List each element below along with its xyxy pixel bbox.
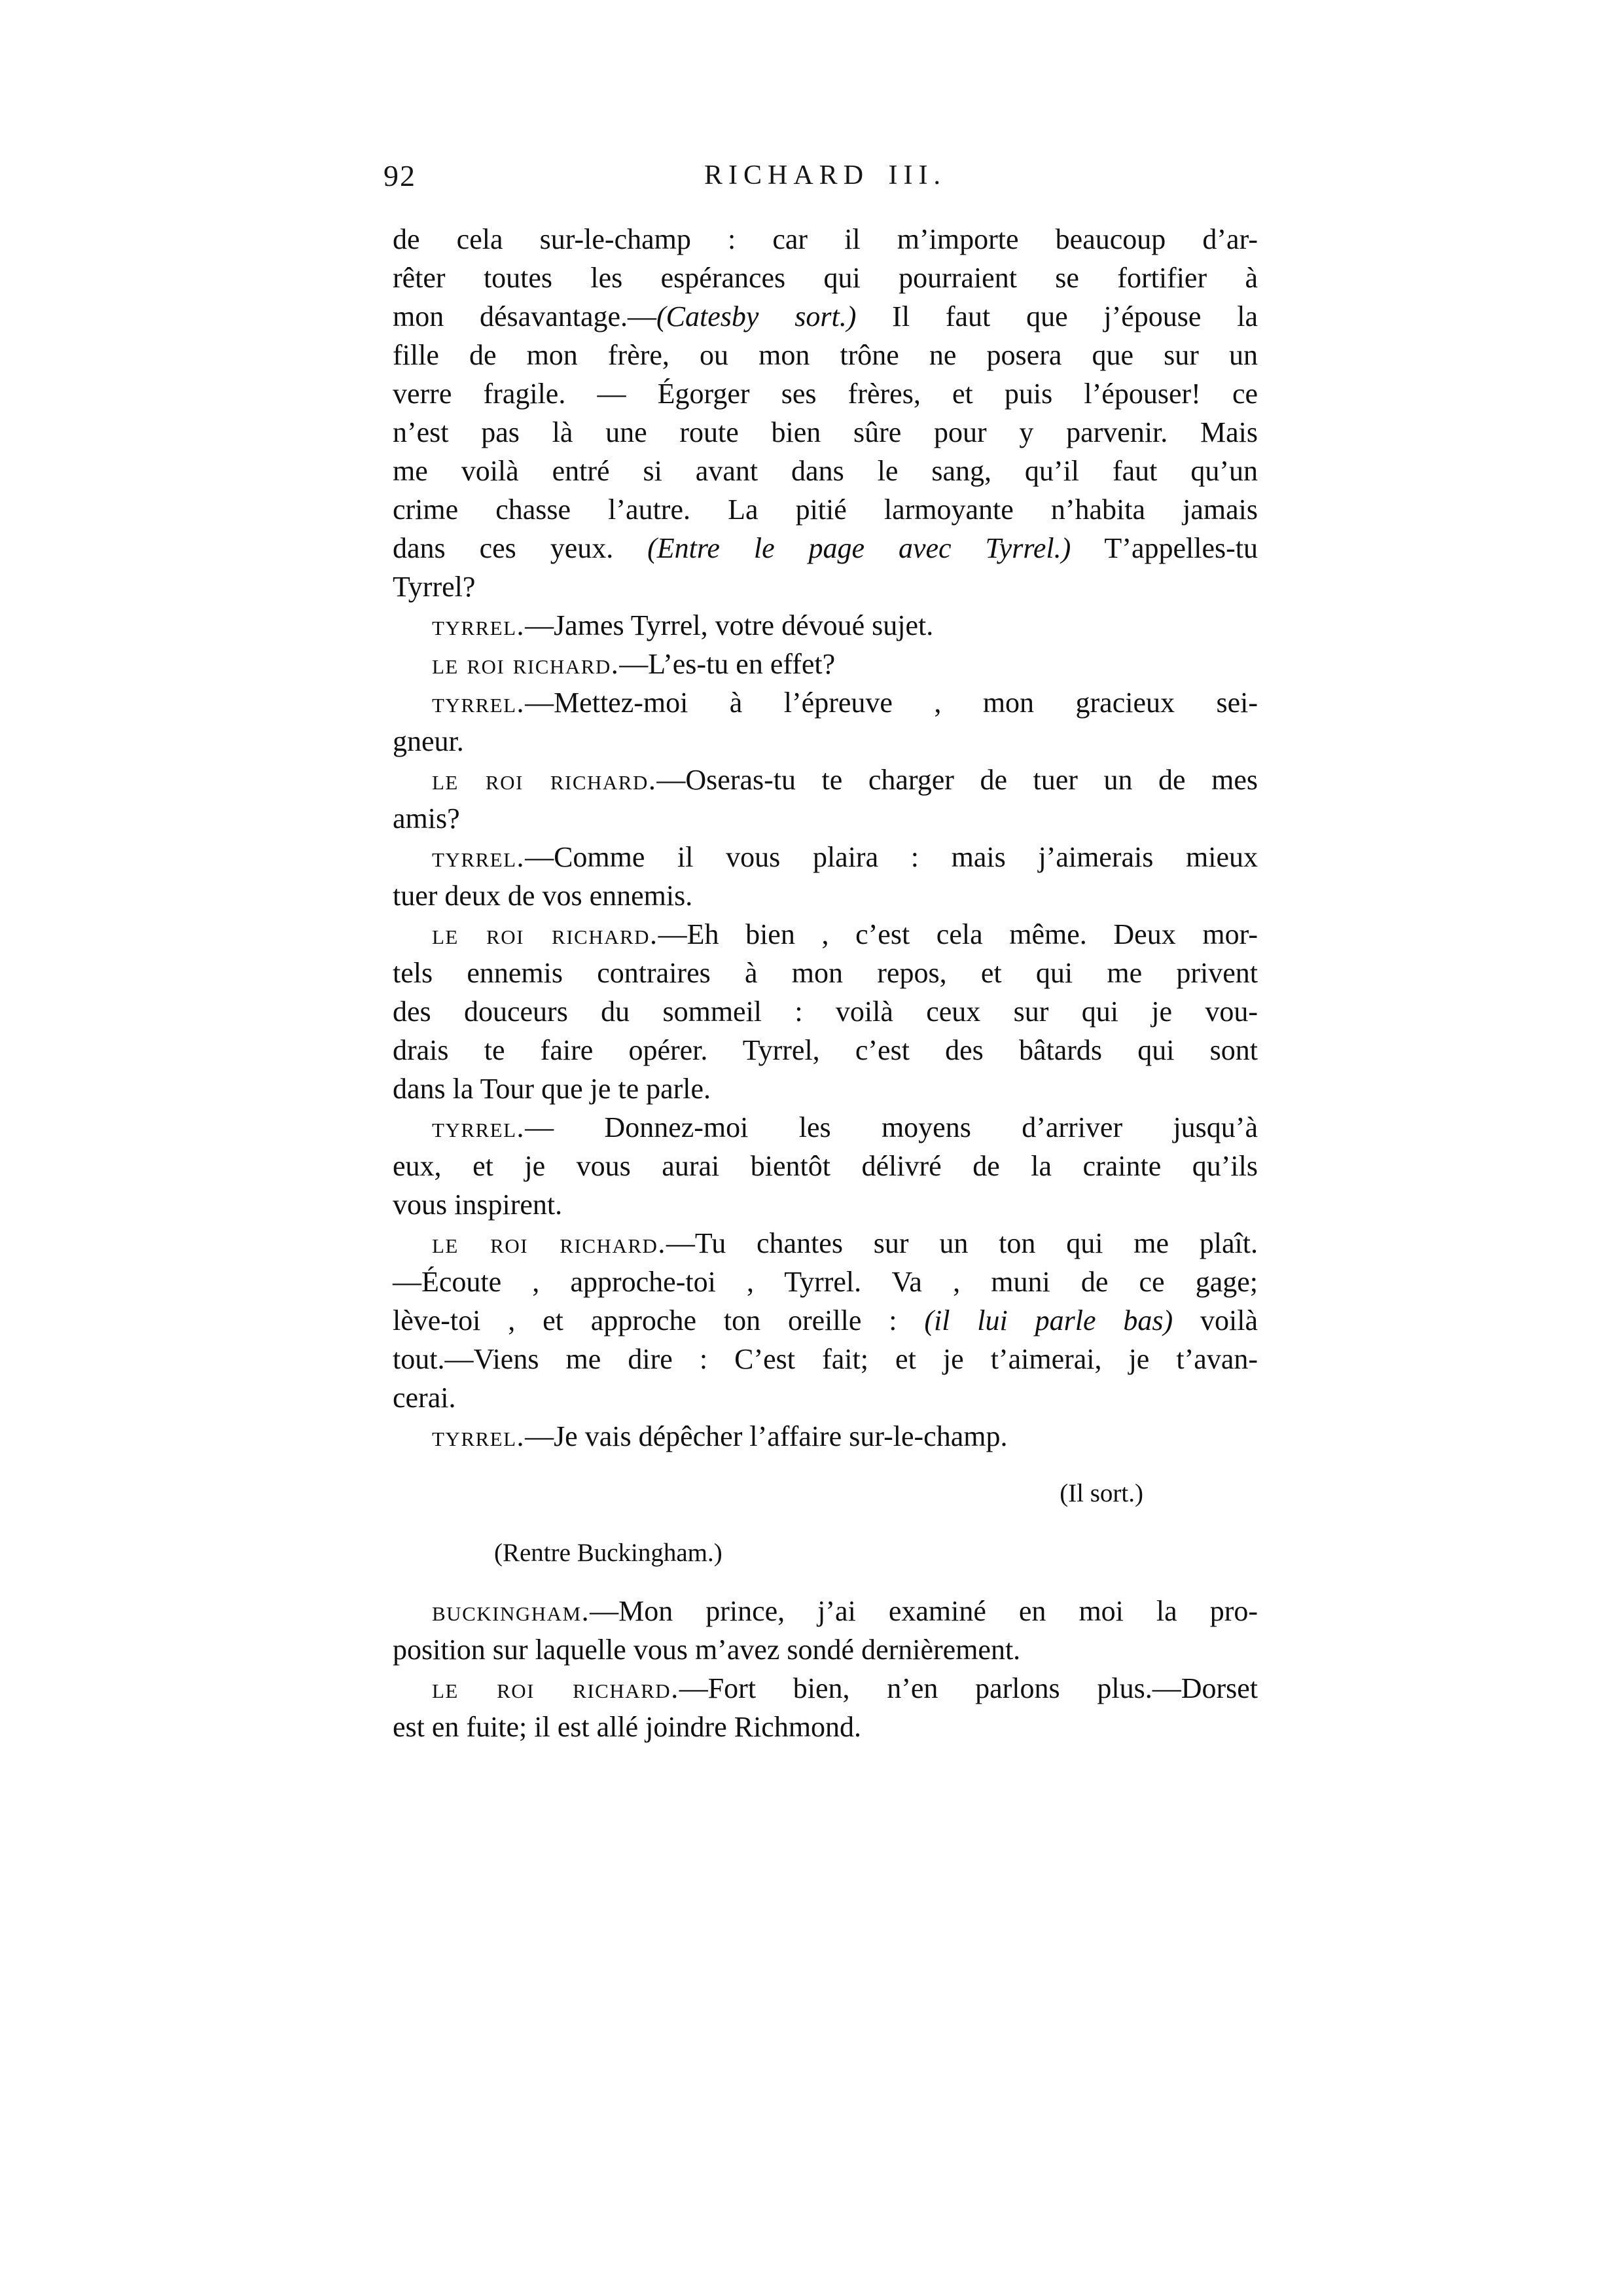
text-segment: est en fuite; il est allé joindre Richmond. bbox=[393, 1711, 862, 1743]
speaker-name: tyrrel. bbox=[432, 1111, 526, 1143]
text-segment: Il faut que j’épouse la bbox=[856, 300, 1258, 332]
speaker-name: tyrrel. bbox=[432, 609, 526, 641]
text-segment: — Donnez-moi les moyens d’arriver jusqu’à bbox=[525, 1111, 1258, 1143]
speaker-name: le roi richard. bbox=[432, 918, 658, 950]
text-line bbox=[393, 1224, 1258, 1263]
text-line bbox=[393, 722, 1258, 761]
text-block bbox=[393, 220, 1258, 1746]
text-line bbox=[393, 259, 1258, 297]
text-line bbox=[393, 761, 1258, 799]
text-line bbox=[393, 220, 1258, 259]
text-segment: tuer deux de vos ennemis. bbox=[393, 880, 693, 912]
text-segment: —L’es-tu en effet? bbox=[619, 648, 836, 680]
text-segment: —Écoute , approche-toi , Tyrrel. Va , muni de ce gage; bbox=[393, 1266, 1258, 1298]
text-line bbox=[393, 1630, 1258, 1669]
text-segment: (Rentre Buckingham.) bbox=[494, 1539, 722, 1567]
text-line bbox=[393, 954, 1258, 992]
text-segment: —Comme il vous plaira : mais j’aimerais mieux bbox=[525, 841, 1258, 873]
text-line bbox=[393, 1669, 1258, 1708]
text-segment: mon désavantage.— bbox=[393, 300, 657, 332]
text-line bbox=[393, 413, 1258, 452]
text-line bbox=[393, 1185, 1258, 1224]
text-segment: —James Tyrrel, votre dévoué sujet. bbox=[525, 609, 934, 641]
running-title: RICHARD III. bbox=[704, 160, 946, 190]
text-line bbox=[393, 1708, 1258, 1746]
text-line bbox=[393, 1301, 1258, 1340]
text-segment: —Tu chantes sur un ton qui me plaît. bbox=[666, 1227, 1258, 1259]
text-segment: —Je vais dépêcher l’affaire sur-le-champ. bbox=[525, 1420, 1008, 1452]
speaker-name: buckingham. bbox=[432, 1595, 590, 1627]
text-line bbox=[393, 1069, 1258, 1108]
text-line bbox=[393, 606, 1258, 645]
text-line bbox=[393, 567, 1258, 606]
text-line bbox=[393, 529, 1258, 567]
text-segment: gneur. bbox=[393, 725, 464, 757]
text-line bbox=[393, 1263, 1258, 1301]
text-segment: amis? bbox=[393, 802, 460, 834]
stage-direction-inline: (il lui parle bas) bbox=[924, 1304, 1173, 1336]
text-segment: position sur laquelle vous m’avez sondé dernièrement. bbox=[393, 1634, 1021, 1666]
text-segment: drais te faire opérer. Tyrrel, c’est des bâtards qui sont bbox=[393, 1034, 1258, 1066]
text-segment: eux, et je vous aurai bientôt délivré de la crainte qu’ils bbox=[393, 1150, 1258, 1182]
speaker-name: tyrrel. bbox=[432, 687, 526, 719]
text-segment: vous inspirent. bbox=[393, 1189, 563, 1221]
text-line bbox=[393, 876, 1258, 915]
text-segment: des douceurs du sommeil : voilà ceux sur qui je vou- bbox=[393, 996, 1258, 1028]
text-line bbox=[393, 1108, 1258, 1147]
text-segment: crime chasse l’autre. La pitié larmoyante n’habita jamais bbox=[393, 493, 1258, 526]
stage-direction-enter bbox=[393, 1534, 1258, 1572]
text-line bbox=[393, 645, 1258, 683]
speaker-name: le roi richard. bbox=[432, 764, 657, 796]
text-segment: tels ennemis contraires à mon repos, et qui me privent bbox=[393, 957, 1258, 989]
stage-direction-inline: (Entre le page avec Tyrrel.) bbox=[647, 532, 1071, 564]
text-segment: de cela sur-le-champ : car il m’importe beaucoup d’ar- bbox=[393, 223, 1258, 255]
text-line bbox=[393, 452, 1258, 490]
text-line bbox=[393, 336, 1258, 374]
text-segment: verre fragile. — Égorger ses frères, et puis l’épouser! ce bbox=[393, 378, 1258, 410]
speaker-name: le roi richard. bbox=[432, 648, 620, 680]
text-segment: rêter toutes les espérances qui pourraient se fortifier à bbox=[393, 262, 1258, 294]
text-segment: n’est pas là une route bien sûre pour y parvenir. Mais bbox=[393, 416, 1258, 448]
text-line bbox=[393, 915, 1258, 954]
text-line bbox=[393, 1340, 1258, 1378]
text-segment: tout.—Viens me dire : C’est fait; et je t’aimerai, je t’avan- bbox=[393, 1343, 1258, 1375]
text-segment: T’appelles-tu bbox=[1071, 532, 1258, 564]
text-line bbox=[393, 1592, 1258, 1630]
text-segment: (Il sort.) bbox=[1060, 1479, 1143, 1507]
text-line bbox=[393, 1031, 1258, 1069]
text-segment: —Mon prince, j’ai examiné en moi la pro- bbox=[590, 1595, 1258, 1627]
text-segment: voilà bbox=[1173, 1304, 1258, 1336]
text-segment: —Oseras-tu te charger de tuer un de mes bbox=[656, 764, 1258, 796]
text-segment: me voilà entré si avant dans le sang, qu’il faut qu’un bbox=[393, 455, 1258, 487]
text-line bbox=[393, 297, 1258, 336]
speaker-name: le roi richard. bbox=[432, 1672, 679, 1704]
text-line bbox=[393, 838, 1258, 876]
page-header bbox=[383, 158, 1258, 198]
speaker-name: tyrrel. bbox=[432, 841, 526, 873]
text-segment: dans la Tour que je te parle. bbox=[393, 1073, 711, 1105]
speaker-name: tyrrel. bbox=[432, 1420, 526, 1452]
text-segment: fille de mon frère, ou mon trône ne posera que sur un bbox=[393, 339, 1258, 371]
text-segment: —Eh bien , c’est cela même. Deux mor- bbox=[658, 918, 1258, 950]
text-line bbox=[393, 374, 1258, 413]
text-segment: —Fort bien, n’en parlons plus.—Dorset bbox=[679, 1672, 1258, 1704]
stage-direction-inline: (Catesby sort.) bbox=[656, 300, 857, 332]
speaker-name: le roi richard. bbox=[432, 1227, 666, 1259]
text-line bbox=[393, 799, 1258, 838]
text-line bbox=[393, 1417, 1258, 1456]
text-segment: Tyrrel? bbox=[393, 571, 476, 603]
text-line bbox=[393, 683, 1258, 722]
text-line bbox=[393, 490, 1258, 529]
stage-direction-exit bbox=[393, 1474, 1258, 1513]
text-segment: lève-toi , et approche ton oreille : bbox=[393, 1304, 925, 1336]
text-segment: dans ces yeux. bbox=[393, 532, 648, 564]
text-line bbox=[393, 1378, 1258, 1417]
text-line bbox=[393, 1147, 1258, 1185]
text-segment: —Mettez-moi à l’épreuve , mon gracieux sei- bbox=[525, 687, 1258, 719]
text-line bbox=[393, 992, 1258, 1031]
text-segment: cerai. bbox=[393, 1382, 456, 1414]
page-number: 92 bbox=[383, 159, 416, 192]
